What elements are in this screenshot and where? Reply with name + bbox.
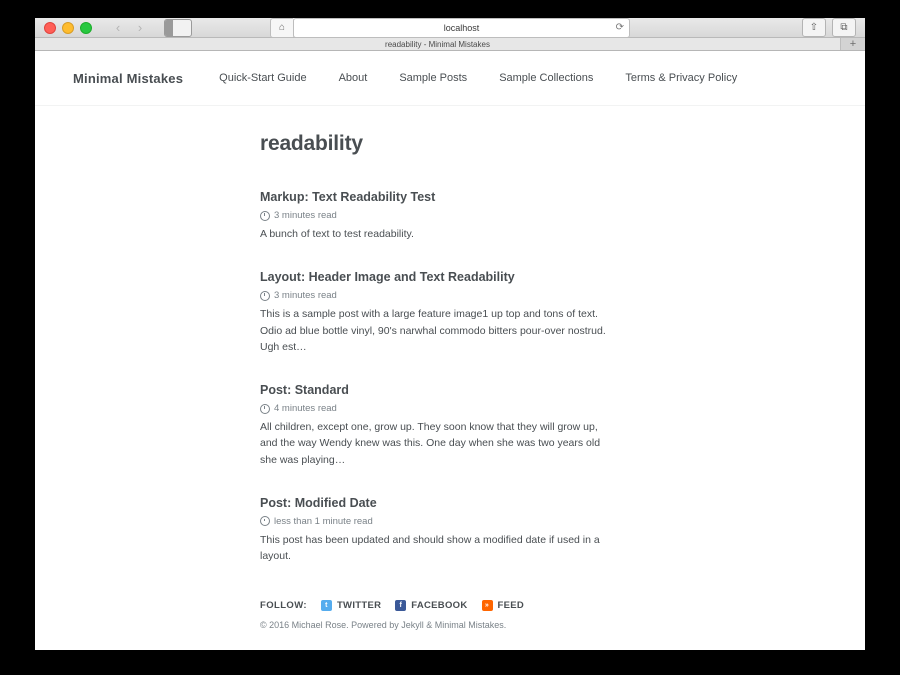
post-meta (260, 290, 610, 301)
page-title: readability (260, 132, 363, 155)
read-time: 4 minutes read (274, 403, 337, 415)
toolbar-right-buttons (802, 18, 856, 37)
post-meta (260, 210, 610, 221)
tab-bar (35, 38, 865, 51)
social-label: TWITTER (336, 600, 382, 612)
url-input[interactable] (293, 18, 630, 38)
read-time: 3 minutes read (274, 290, 337, 302)
address-bar-group (270, 18, 630, 38)
list-item (260, 496, 610, 565)
site-masthead (35, 51, 865, 106)
main-content (35, 106, 865, 650)
social-link-twitter[interactable] (321, 600, 381, 611)
window-controls (44, 22, 92, 34)
social-link-facebook[interactable] (395, 600, 467, 611)
back-icon[interactable]: ‹ (115, 20, 121, 35)
post-title[interactable]: Markup: Text Readability Test (260, 190, 436, 204)
tab-label: readability - Minimal Mistakes (385, 39, 490, 49)
nav-item-about[interactable]: About (338, 72, 368, 84)
tab-readability[interactable] (35, 38, 841, 50)
page-footer (260, 600, 865, 650)
list-item (260, 383, 610, 468)
nav-item-quick-start-guide[interactable]: Quick-Start Guide (219, 72, 307, 84)
post-excerpt: A bunch of text to test readability. (260, 228, 414, 240)
post-title[interactable]: Post: Standard (260, 383, 349, 398)
post-title[interactable]: Post: Modified Date (260, 495, 377, 510)
browser-toolbar (35, 18, 865, 38)
nav-item-sample-posts[interactable]: Sample Posts (399, 72, 468, 84)
sidebar-toggle-icon[interactable] (164, 19, 192, 37)
follow-label: FOLLOW: (260, 600, 307, 612)
site-title[interactable]: Minimal Mistakes (73, 70, 184, 86)
social-label: FEED (497, 600, 525, 612)
list-item (260, 190, 610, 242)
read-time: less than 1 minute read (274, 515, 373, 527)
read-time: 3 minutes read (274, 210, 337, 221)
copyright-text: © 2016 Michael Rose. Powered by Jekyll & Minimal Mistakes. (260, 620, 507, 631)
share-icon[interactable]: ⇧ (802, 18, 826, 37)
nav-item-terms-privacy-policy[interactable]: Terms & Privacy Policy (625, 72, 738, 84)
nav-item-sample-collections[interactable]: Sample Collections (499, 72, 594, 84)
follow-row (260, 600, 865, 611)
twitter-icon: t (321, 600, 332, 611)
rss-icon: » (482, 600, 493, 611)
clock-icon (260, 211, 270, 221)
close-window-button[interactable] (44, 22, 56, 34)
new-tab-button[interactable]: + (841, 38, 865, 50)
reload-icon[interactable]: ⟳ (615, 22, 624, 33)
navigation-buttons (108, 19, 150, 37)
url-text: localhost (443, 22, 480, 33)
list-item (260, 270, 610, 355)
clock-icon (260, 404, 270, 414)
minimize-window-button[interactable] (62, 22, 74, 34)
post-excerpt: This post has been updated and should show a modified date if used in a layout. (260, 533, 600, 563)
show-tabs-icon[interactable]: ⧉ (832, 18, 856, 37)
post-meta (260, 516, 610, 527)
clock-icon (260, 291, 270, 301)
post-excerpt: This is a sample post with a large feature image1 up top and tons of text. Odio ad blue bottle vinyl, 90's narwhal commodo bitters pour-over nostrud. Ugh est… (260, 308, 606, 353)
browser-window (35, 18, 865, 631)
site-navigation (219, 72, 737, 84)
post-meta (260, 403, 610, 414)
social-label: FACEBOOK (411, 600, 468, 612)
clock-icon (260, 516, 270, 526)
post-title[interactable]: Layout: Header Image and Text Readability (260, 270, 515, 285)
facebook-icon: f (395, 600, 406, 611)
maximize-window-button[interactable] (80, 22, 92, 34)
post-excerpt: All children, except one, grow up. They soon know that they will grow up, and the way Wendy knew was this. One day when she was two years old she was playing… (260, 421, 601, 466)
social-link-feed[interactable] (482, 600, 525, 611)
home-icon[interactable]: ⌂ (270, 18, 293, 38)
page-viewport (35, 51, 865, 650)
forward-icon[interactable]: › (137, 20, 143, 35)
